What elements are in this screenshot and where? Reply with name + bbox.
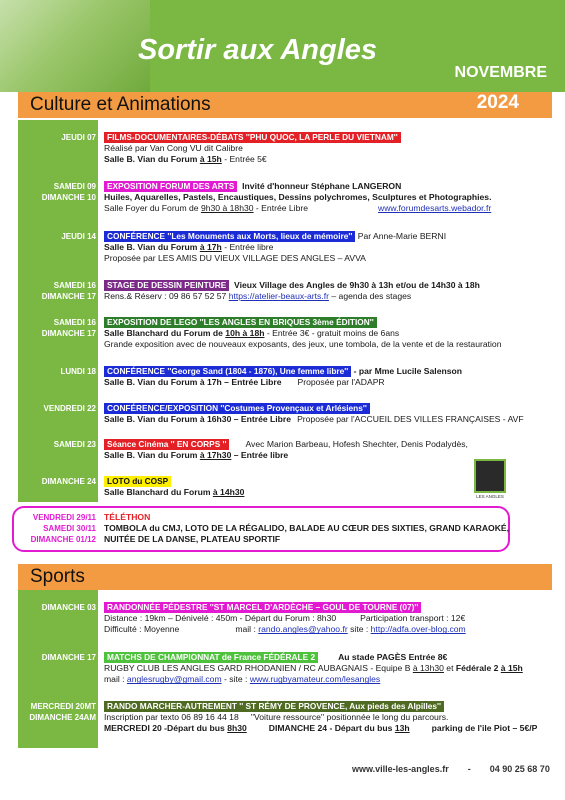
header-photo — [0, 0, 150, 92]
event-tag: EXPOSITION DE LEGO ''LES ANGLES EN BRIQUES 3ème ÉDITION'' — [104, 317, 377, 328]
event-tag: RANDO MARCHER-AUTREMENT '' ST RÉMY DE PROVENCE, Aux pieds des Alpilles'' — [104, 701, 444, 712]
footer — [352, 764, 550, 774]
event-date: SAMEDI 23 — [53, 440, 96, 449]
event-date: JEUDI 14 — [61, 232, 96, 241]
sports-date-column — [18, 590, 98, 748]
page-title: Sortir aux Angles — [138, 34, 378, 66]
event-date: JEUDI 07 — [61, 133, 96, 142]
footer-separator: - — [467, 764, 471, 774]
footer-site[interactable]: www.ville-les-angles.fr — [352, 764, 449, 774]
event-tag: FILMS-DOCUMENTAIRES-DÉBATS ''PHU QUOC, LA PERLE DU VIETNAM'' — [104, 132, 401, 143]
event-tag: EXPOSITION FORUM DES ARTS — [104, 181, 237, 192]
event-tag: CONFÉRENCE ''Les Monuments aux Morts, lieux de mémoire'' — [104, 231, 355, 242]
event-date: VENDREDI 22 — [43, 404, 96, 413]
event-tag: CONFÉRENCE/EXPOSITION ''Costumes Provençaux et Arlésiens'' — [104, 403, 370, 414]
event-tag: RANDONNÉE PÉDESTRE ''ST MARCEL D'ARDÈCHE – GOUL DE TOURNE (07)'' — [104, 602, 421, 613]
event-tag: MATCHS DE CHAMPIONNAT de France FÉDÉRALE 2 — [104, 652, 318, 663]
event-date: SAMEDI 16 DIMANCHE 17 — [41, 281, 96, 302]
year-label: 2024 — [476, 92, 519, 113]
rugby-site-link[interactable]: www.rugbyamateur.com/lesangles — [249, 674, 381, 685]
logo-caption: LES ANGLES — [476, 494, 504, 499]
event-date: DIMANCHE 03 — [41, 603, 96, 612]
sports-section-bar — [18, 564, 552, 590]
atelier-link[interactable]: https://atelier-beaux-arts.fr — [228, 291, 329, 302]
forumdesarts-link[interactable]: www.forumdesarts.webador.fr — [378, 203, 492, 214]
rando-mail-link[interactable]: rando.angles@yahoo.fr — [258, 624, 348, 635]
month-label: NOVEMBRE — [454, 64, 547, 81]
event-date: DIMANCHE 17 — [41, 653, 96, 662]
event-tag: TÉLÉTHON — [104, 512, 151, 522]
footer-phone: 04 90 25 68 70 — [489, 764, 550, 774]
rugby-mail-link[interactable]: anglesrugby@gmail.com — [126, 674, 222, 685]
event-tag: STAGE DE DESSIN PEINTURE — [104, 280, 229, 291]
event-date: SAMEDI 09 DIMANCHE 10 — [41, 182, 96, 203]
event-date: MERCREDI 20MT DIMANCHE 24AM — [29, 702, 96, 723]
event-date: VENDREDI 29/11 SAMEDI 30/11 DIMANCHE 01/12 — [30, 513, 96, 545]
adfa-site-link[interactable]: http://adfa.over-blog.com — [370, 624, 466, 635]
sports-section-title: Sports — [30, 566, 85, 587]
event-date: LUNDI 18 — [60, 367, 96, 376]
event-date: SAMEDI 16 DIMANCHE 17 — [41, 318, 96, 339]
culture-section-title: Culture et Animations — [30, 94, 211, 115]
les-angles-logo — [474, 459, 506, 493]
event-date: DIMANCHE 24 — [41, 477, 96, 486]
event-tag: LOTO du COSP — [104, 476, 171, 487]
event-tag: CONFÉRENCE ''George Sand (1804 - 1876), Une femme libre'' — [104, 366, 351, 377]
event-desc: Réalisé par Van Cong VU dit Calibre — [104, 143, 243, 154]
event-tag: Séance Cinéma '' EN CORPS '' — [104, 439, 229, 450]
